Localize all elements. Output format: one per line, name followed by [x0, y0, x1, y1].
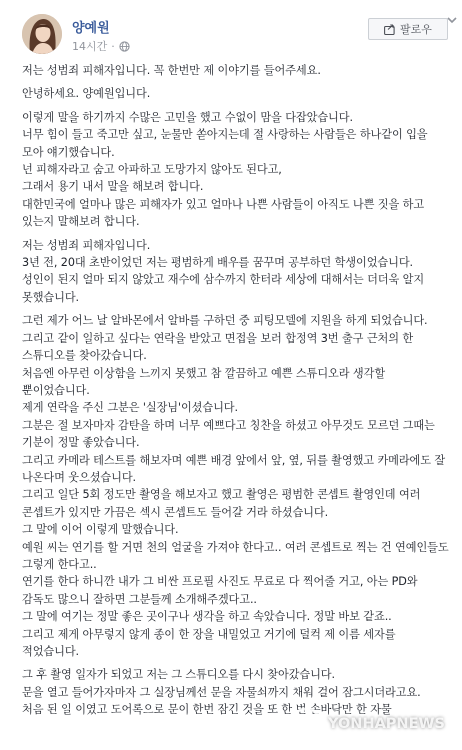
author-name[interactable]: 양예원: [72, 21, 110, 36]
post-header: [0, 0, 462, 60]
post-paragraph: 저는 성범죄 피해자입니다. 꼭 한번만 제 이야기를 들어주세요.: [22, 64, 321, 77]
follow-button[interactable]: [368, 18, 448, 40]
avatar-portrait-icon: [22, 14, 62, 54]
yonhap-logo-icon: [288, 706, 324, 742]
globe-icon: [119, 41, 130, 52]
post-paragraph: 그런 제가 어느 날 알바몬에서 알바를 구하던 중 피팅모델에 지원을 하게 되었습니다. 그리고 같이 일하고 싶다는 연락을 받았고 면접을 보러 합정역 3번 출구 근처의 한 스튜디오를 찾아갔습니다. 처음엔 아무런 이상함을 느끼지 못했고 참 깔끔하고 예쁜 스튜디오라 생각할 뿐이었습니다. 제게 연락을 주신 그분은 '실장님'이셨습니다. 그분은 절 보자마자 감탄을 하며 너무 예쁘다고 칭찬을 하셨고 아무것도 모르던 그때는 기분이 정말 좋았습니다. 그리고 카메라 테스트를 해보자며 예쁜 배경 앞에서 앞, 옆, 뒤를 촬영했고 카메라에도 잘 나온다며 웃으셨습니다. 그리고 일단 5회 정도만 촬영을 해보자고 했고 촬영은 평범한 콘셉트 촬영인데 여러 콘셉트가 있지만 가끔은 섹시 콘셉트도 들어갈 거라 하셨습니다. 그 말에 이어 이렇게 말했습니다. 예원 씨는 연기를 할 거면 천의 얼굴을 가져야 한다고.. 여러 콘셉트로 찍는 건 연예인들도 그렇게 한다고.. 연기를 한다 하니깐 내가 그 비싼 프로필 사진도 무료로 다 찍어줄 거고, 아는 PD와 감독도 많으니 잘하면 그분들께 소개해주겠다고.. 그 말에 여기는 정말 좋은 곳이구나 생각을 하고 속았습니다. 정말 바보 같죠.. 그리고 제게 아무렇지 않게 종이 한 장을 내밀었고 거기에 덜컥 제 이름 세자를 적었습니다.: [22, 314, 449, 658]
post-paragraph: 이렇게 말을 하기까지 수많은 고민을 했고 수없이 맘을 다잡았습니다. 너무 힘이 들고 죽고만 싶고, 눈물만 쏟아지는데 절 사랑하는 사람들은 하나같이 입을 모아 얘기했습니다. 넌 피해자라고 숨고 아파하고 도망가지 않아도 된다고, 그래서 용기 내서 말을 해보려 합니다. 대한민국에 얼마나 많은 피해자가 있고 얼마나 나쁜 사람들이 아직도 나쁜 짓을 하고 있는지 말해보려 합니다.: [22, 110, 428, 229]
post-timestamp[interactable]: 14시간: [72, 40, 108, 53]
post-paragraph: 저는 성범죄 피해자입니다. 3년 전, 20대 초반이었던 저는 평범하게 배우를 꿈꾸며 공부하던 학생이었습니다. 성인이 된지 얼마 되지 않았고 재수에 삼수까지 한터라 세상에 대해서는 더더욱 알지 못했습니다.: [22, 238, 425, 304]
post-meta: 14시간 ·: [72, 38, 130, 54]
follow-icon: [384, 24, 396, 35]
post-paragraph: 그 후 촬영 일자가 되었고 저는 그 스튜디오를 다시 찾아갔습니다. 문을 열고 들어가자마자 그 실장님께선 문을 자물쇠까지 채워 걸어 잠그시더라고요. 처음 된 일 이였고 도어록으로 문이 한번 잠긴 것을 또 한 번 손바닥만 한 자물: [22, 668, 421, 717]
avatar[interactable]: [22, 14, 62, 54]
chevron-down-icon[interactable]: [446, 14, 458, 26]
follow-button-label: 팔로우: [400, 23, 432, 36]
watermark-text: YONHAPNEWS: [328, 716, 445, 732]
yonhap-watermark: [288, 703, 458, 745]
post-body: [22, 62, 450, 725]
post-paragraph: 안녕하세요. 양예원입니다.: [22, 87, 151, 101]
